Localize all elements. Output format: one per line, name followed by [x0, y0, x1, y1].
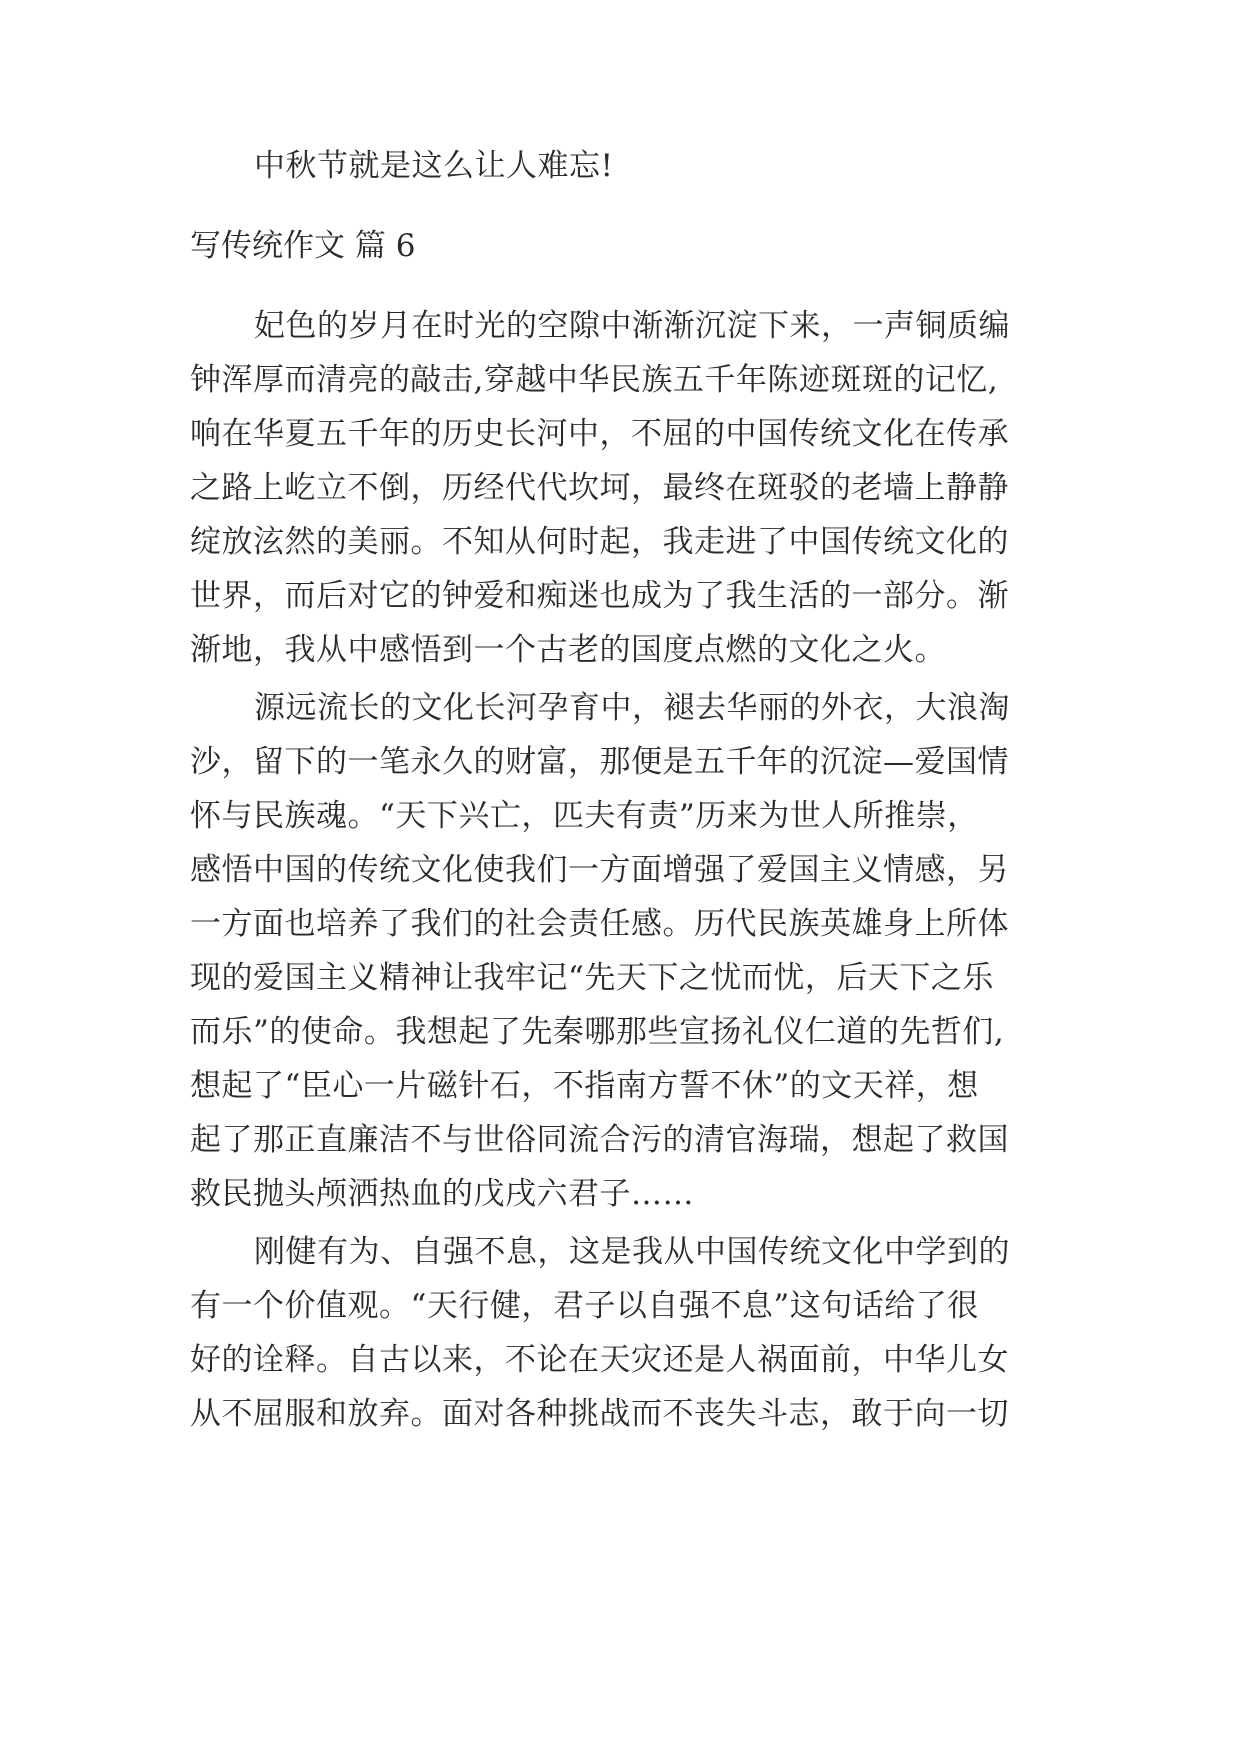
- paragraph-3-line-1: 刚健有为、自强不息，这是我从中国传统文化中学到的: [254, 1234, 1010, 1270]
- paragraph-2-line-8: 想起了“臣心一片磁针石，不指南方誓不休”的文天祥，想: [190, 1068, 979, 1104]
- paragraph-3-line-4: 从不屈服和放弃。面对各种挑战而不丧失斗志，敢于向一切: [190, 1396, 1009, 1432]
- paragraph-2-line-10: 救民抛头颅洒热血的戊戌六君子……: [190, 1176, 694, 1212]
- paragraph-1-line-2: 钟浑厚而清亮的敲击,穿越中华民族五千年陈迹斑斑的记忆,: [190, 362, 999, 398]
- paragraph-2-line-5: 一方面也培养了我们的社会责任感。历代民族英雄身上所体: [190, 906, 1009, 942]
- paragraph-2-line-2: 沙，留下的一笔永久的财富，那便是五千年的沉淀—爱国情: [190, 744, 1009, 780]
- paragraph-1-line-5: 绽放泫然的美丽。不知从何时起，我走进了中国传统文化的: [190, 524, 1009, 560]
- paragraph-1-line-3: 响在华夏五千年的历史长河中，不屈的中国传统文化在传承: [190, 416, 1009, 452]
- paragraph-1-line-6: 世界，而后对它的钟爱和痴迷也成为了我生活的一部分。渐: [190, 578, 1009, 614]
- section-title: 写传统作文 篇 6: [190, 228, 416, 264]
- paragraph-2-line-1: 源远流长的文化长河孕育中，褪去华丽的外衣，大浪淘: [254, 690, 1010, 726]
- closing-line: 中秋节就是这么让人难忘!: [254, 148, 614, 184]
- paragraph-2-line-7: 而乐”的使命。我想起了先秦哪那些宣扬礼仪仁道的先哲们,: [190, 1014, 1005, 1050]
- paragraph-2-line-6: 现的爱国主义精神让我牢记“先天下之忧而忧，后天下之乐: [190, 960, 994, 996]
- paragraph-1-line-7: 渐地，我从中感悟到一个古老的国度点燃的文化之火。: [190, 632, 946, 668]
- paragraph-2-line-4: 感悟中国的传统文化使我们一方面增强了爱国主义情感，另: [190, 852, 1009, 888]
- paragraph-1-line-1: 妃色的岁月在时光的空隙中渐渐沉淀下来，一声铜质编: [254, 308, 1010, 344]
- paragraph-1-line-4: 之路上屹立不倒，历经代代坎坷，最终在斑驳的老墙上静静: [190, 470, 1009, 506]
- paragraph-3-line-3: 好的诠释。自古以来，不论在天灾还是人祸面前，中华儿女: [190, 1342, 1009, 1378]
- paragraph-2-line-9: 起了那正直廉洁不与世俗同流合污的清官海瑞，想起了救国: [190, 1122, 1009, 1158]
- paragraph-2-line-3: 怀与民族魂。“天下兴亡，匹夫有责”历来为世人所推崇，: [190, 798, 979, 834]
- paragraph-3-line-2: 有一个价值观。“天行健，君子以自强不息”这句话给了很: [190, 1288, 979, 1324]
